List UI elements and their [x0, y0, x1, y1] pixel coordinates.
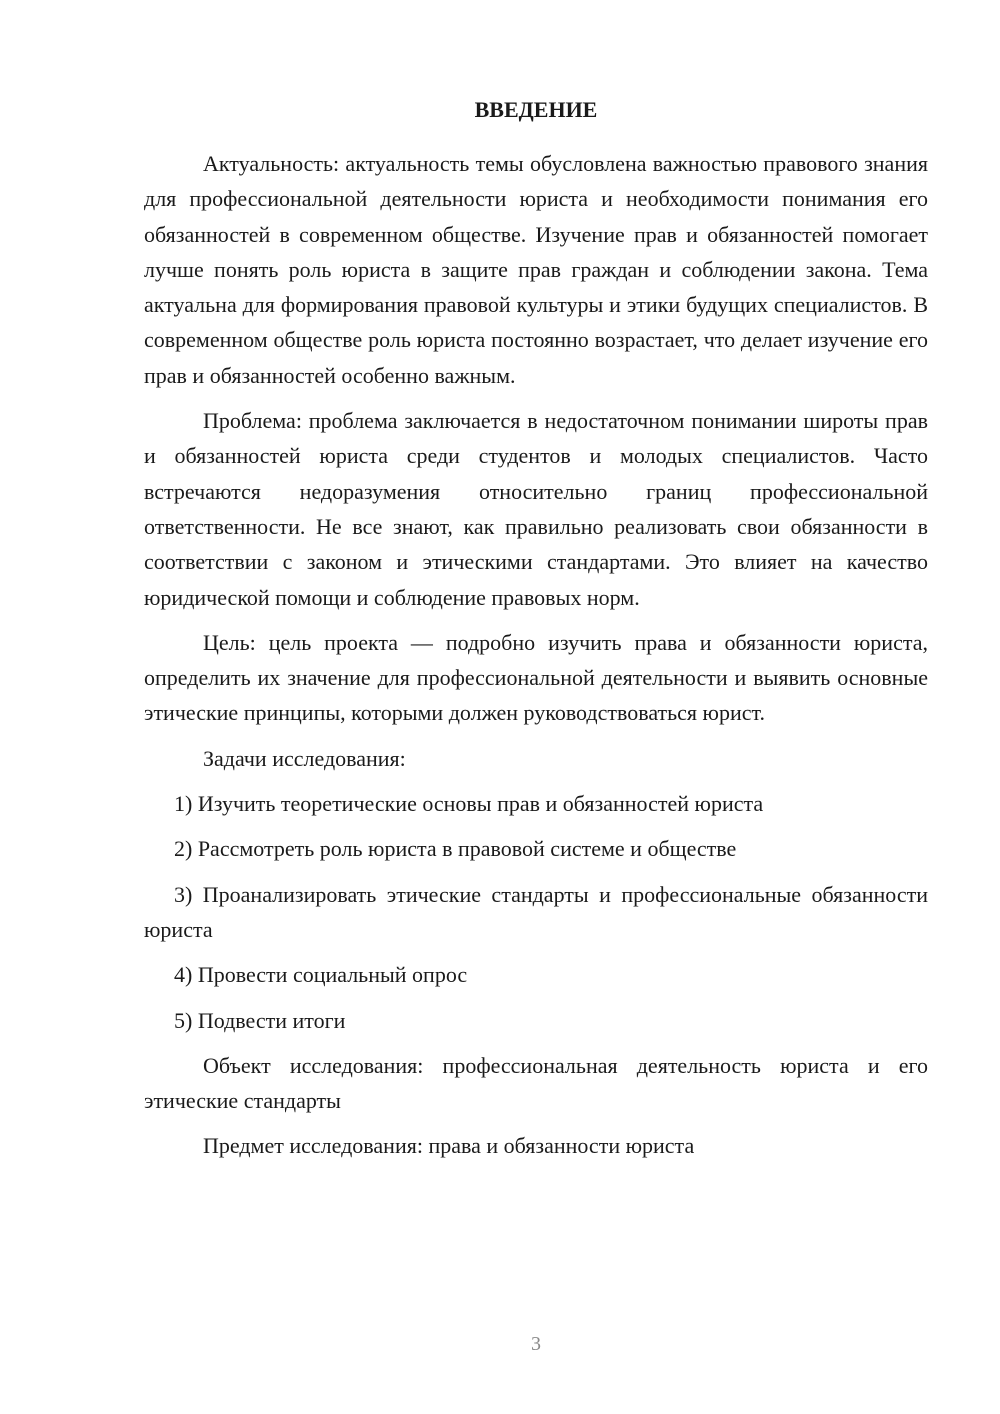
goal-paragraph: Цель: цель проекта — подробно изучить права и обязанности юриста, определить их значение для профессиональной деятельности и выявить основные этические принципы, которыми должен руководствоваться юрист. [144, 629, 928, 726]
subject-paragraph: Предмет исследования: права и обязанности юриста [203, 1133, 695, 1159]
task-item: 3) Проанализировать этические стандарты и профессиональные обязанности юриста [144, 881, 928, 942]
tasks-heading: Задачи исследования: [203, 745, 406, 771]
task-item: 2) Рассмотреть роль юриста в правовой системе и обществе [174, 836, 737, 862]
problem-paragraph: Проблема: проблема заключается в недостаточном понимании широты прав и обязанностей юриста среди студентов и молодых специалистов. Часто встречаются недоразумения относительно границ профессиональной ответственности. Не все знают, как правильно реализовать свои обязанности в соответствии с законом и этическими стандартами. Это влияет на качество юридической помощи и соблюдение правовых норм. [144, 408, 928, 610]
task-item: 4) Провести социальный опрос [174, 962, 468, 988]
task-item: 5) Подвести итоги [174, 1007, 346, 1033]
task-item: 1) Изучить теоретические основы прав и обязанностей юриста [174, 791, 764, 817]
relevance-paragraph: Актуальность: актуальность темы обусловлена важностью правового знания для профессиональной деятельности юриста и необходимости понимания его обязанностей в современном обществе. Изучение прав и обязанностей помогает лучше понять роль юриста в защите прав граждан и соблюдении закона. Тема актуальна для формирования правовой культуры и этики будущих специалистов. В современном обществе роль юриста постоянно возрастает, что делает изучение его прав и обязанностей особенно важным. [144, 151, 928, 388]
page-number: 3 [531, 1333, 541, 1355]
page-title: ВВЕДЕНИЕ [474, 97, 598, 122]
page-content [144, 92, 928, 1174]
object-paragraph: Объект исследования: профессиональная деятельность юриста и его этические стандарты [144, 1052, 928, 1114]
